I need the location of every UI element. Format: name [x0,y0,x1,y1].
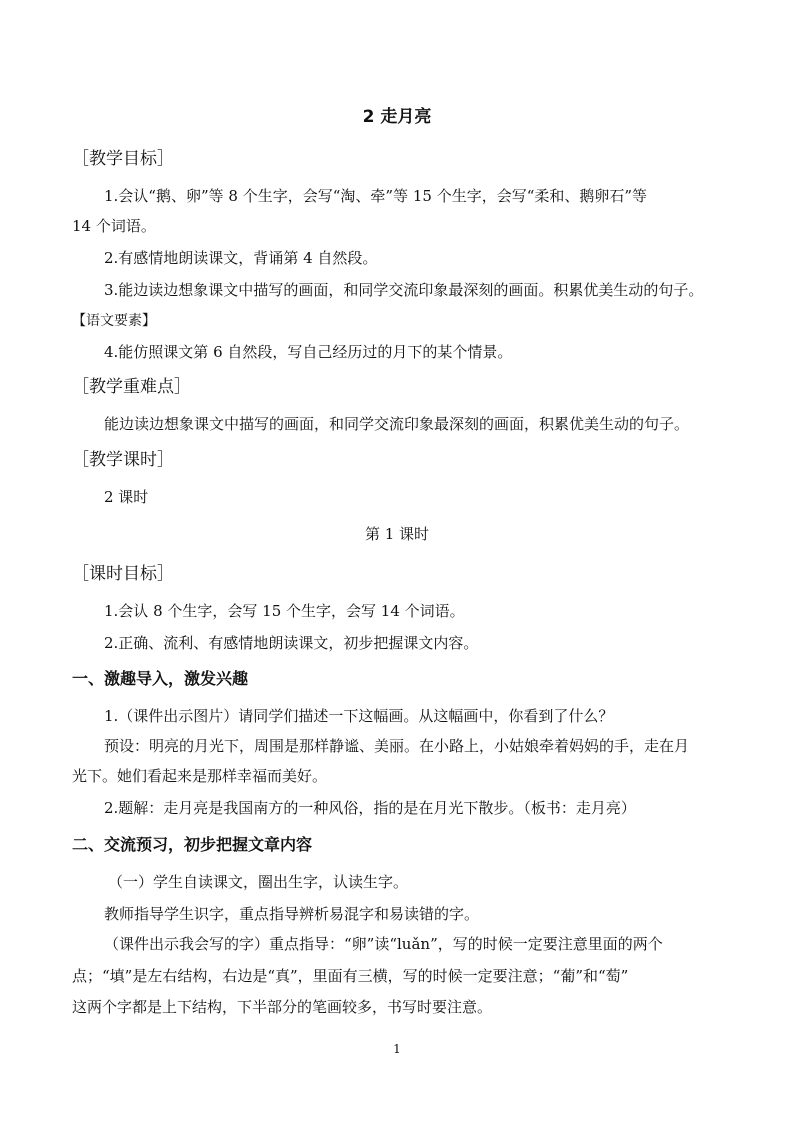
lesson-goal-1: 1.会认 8 个生字，会写 15 个生字，会写 14 个词语。 [104,602,465,620]
section-2-para-3-line-1: （课件出示我会写的字）重点指导：“卵”读“luǎn”，写的时候一定要注意里面的两个 [104,935,663,953]
goal-1-line-2: 14 个词语。 [72,217,156,235]
section-1-para-1: 1.（课件出示图片）请同学们描述一下这幅画。从这幅画中，你看到了什么？ [104,707,614,725]
lesson-1-title: 第 1 课时 [364,525,430,543]
section-2-para-3-line-2: 点；“填”是左右结构，右边是“真”，里面有三横，写的时候一定要注意；“葡”和“萄” [72,967,629,985]
section-1-para-3: 2.题解：走月亮是我国南方的一种风俗，指的是在月光下散步。（板书：走月亮） [104,799,636,817]
goal-3: 3.能边读边想象课文中描写的画面，和同学交流印象最深刻的画面。积累优美生动的句子。 [104,281,704,299]
section-2-heading: 二、交流预习，初步把握文章内容 [72,835,313,854]
section-1-para-2-line-2: 光下。她们看起来是那样幸福而美好。 [72,767,328,785]
heading-lesson-goals: ［课时目标］ [72,564,174,584]
goal-1-line-1: 1.会认“鹅、卵”等 8 个生字，会写“淘、牵”等 15 个生字，会写“柔和、鹅卵石”等 [104,187,648,205]
heading-class-hours: ［教学课时］ [72,450,174,470]
lesson-goal-2: 2.正确、流利、有感情地朗读课文，初步把握课文内容。 [104,634,479,652]
lesson-title: 2 走月亮 [362,107,432,127]
key-points-text: 能边读边想象课文中描写的画面，和同学交流印象最深刻的画面，积累优美生动的句子。 [104,415,690,433]
goal-4: 4.能仿照课文第 6 自然段，写自己经历过的月下的某个情景。 [104,343,513,361]
tag-yuwen-elements: 【语文要素】 [72,313,156,329]
section-2-para-1: （一）学生自读课文，圈出生字，认读生字。 [108,873,409,891]
section-2-para-2: 教师指导学生识字，重点指导辨析易混字和易读错的字。 [104,905,480,923]
heading-teaching-goals: ［教学目标］ [72,149,174,169]
class-hours-text: 2 课时 [104,488,149,506]
section-2-para-3-line-3: 这两个字都是上下结构，下半部分的笔画较多，书写时要注意。 [72,998,493,1016]
goal-2: 2.有感情地朗读课文，背诵第 4 自然段。 [104,249,378,267]
heading-key-points: ［教学重难点］ [72,377,191,397]
section-1-para-2-line-1: 预设：明亮的月光下，周围是那样静谧、美丽。在小路上，小姑娘牵着妈妈的手，走在月 [104,737,690,755]
section-1-heading: 一、激趣导入，激发兴趣 [72,669,249,688]
page-number: 1 [393,1042,401,1056]
